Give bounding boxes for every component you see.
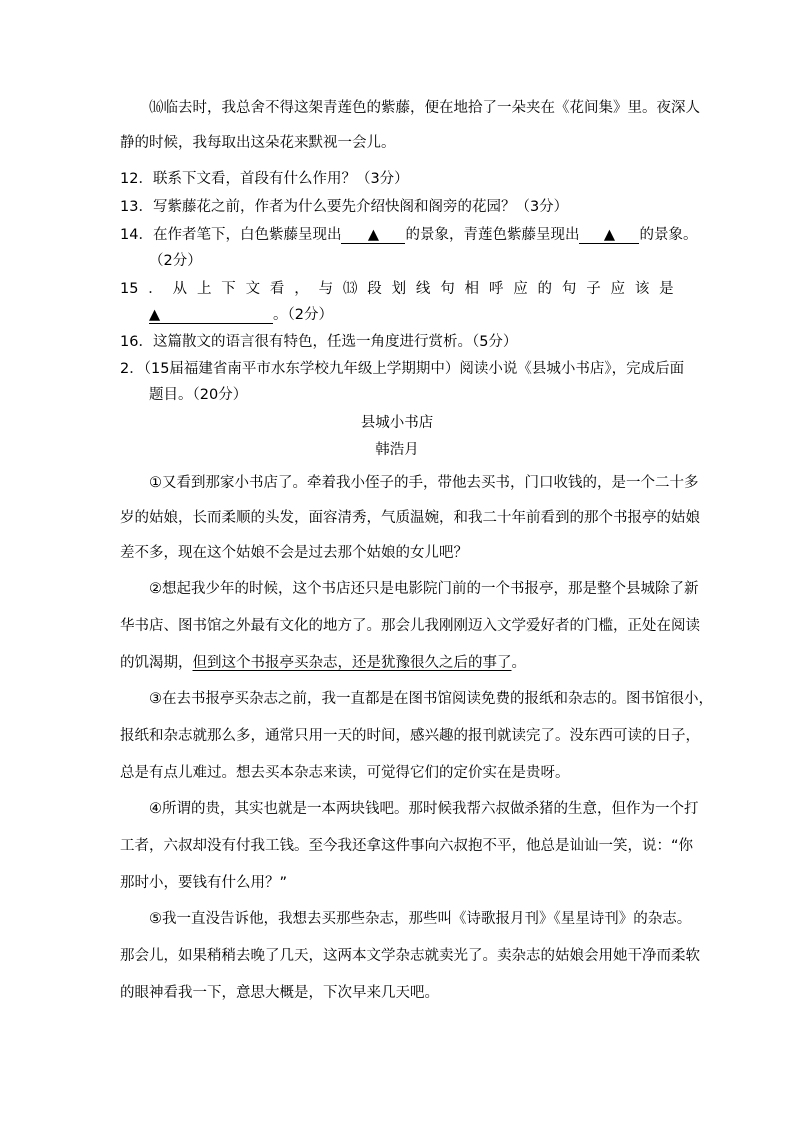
question-15-line1 (120, 280, 674, 298)
question-13: 13．写紫藤花之前，作者为什么要先介绍快阁和阁旁的花园？（3分） (120, 199, 569, 215)
answer-blank-3 (149, 307, 273, 324)
story-p5-line2: 那会儿，如果稍稍去晚了几天，这两本文学杂志就卖光了。卖杂志的姑娘会用她干净而柔软 (120, 948, 700, 964)
story-p4-line2: 工者，六叔却没有付我工钱。至今我还拿这件事向六叔抱不平，他总是讪讪一笑，说：“你 (120, 838, 694, 854)
q15-char: 线 (415, 281, 431, 297)
q15-char: 相 (464, 281, 480, 297)
q15-char: 与 (318, 281, 334, 297)
question-14-text-a: 14．在作者笔下，白色紫藤呈现出 (120, 227, 342, 243)
para16-line1: ⒃临去时，我总舍不得这架青莲色的紫藤，便在地拾了一朵夹在《花间集》里。夜深人 (149, 100, 700, 116)
section2-intro-line1: 2．（15届福建省南平市水东学校九年级上学期期中）阅读小说《县城小书店》，完成后面 (120, 361, 685, 377)
story-p4-line3: 那时小，要钱有什么用？” (120, 875, 288, 891)
story-p5-line1: ⑤我一直没告诉他，我想去买那些杂志，那些叫《诗歌报月刊》《星星诗刊》的杂志。 (149, 911, 692, 927)
q15-char: 段 (367, 281, 382, 297)
q15-char: ． (148, 281, 163, 297)
q15-char: 的 (537, 281, 553, 297)
question-16: 16．这篇散文的语言很有特色，任选一角度进行赏析。（5分） (120, 334, 518, 350)
q15-char: 上 (196, 281, 212, 297)
story-p2-line3-start: 的饥渴期， (120, 655, 193, 671)
q15-char: 文 (245, 281, 261, 297)
q15-char: 从 (172, 281, 188, 297)
story-p1-line1: ①又看到那家小书店了。牵着我小侄子的手，带他去买书，门口收钱的，是一个二十多 (149, 475, 699, 491)
underlined-sentence: 但到这个书报亭买杂志，还是犹豫很久之后的事了 (192, 655, 512, 671)
story-p3-line1: ③在去书报亭买杂志之前，我一直都是在图书馆阅读免费的报纸和杂志的。图书馆很小， (149, 691, 713, 707)
story-p2-line2: 华书店、图书馆之外最有文化的地方了。那会儿我刚刚迈入文学爱好者的门槛，正处在阅读 (120, 618, 700, 634)
story-p4-line1: ④所谓的贵，其实也就是一本两块钱吧。那时候我帮六叔做杀猪的生意，但作为一个打 (149, 801, 699, 817)
question-14 (120, 226, 697, 244)
q15-char: 下 (221, 281, 236, 297)
story-p2-line3 (120, 654, 526, 672)
q15-char: ⒀ (342, 281, 358, 297)
story-p1-line3: 差不多，现在这个姑娘不会是过去那个姑娘的女儿吧？ (120, 545, 468, 561)
blank-marker-1: ▲ (367, 227, 380, 243)
q15-char: ， (294, 281, 309, 297)
story-p3-line3: 总是有点儿难过。想去买本杂志来读，可觉得它们的定价实在是贵呀。 (120, 765, 570, 781)
story-p1-line2: 岁的姑娘，长而柔顺的头发，面容清秀，气质温婉，和我二十年前看到的那个书报亭的姑娘 (120, 510, 700, 526)
story-p5-line3: 的眼神看我一下，意思大概是，下次早来几天吧。 (120, 985, 439, 1001)
story-p2-line1: ②想起我少年的时候，这个书店还只是电影院门前的一个书报亭，那是整个县城除了新 (149, 581, 699, 597)
q15-char: 子 (586, 281, 601, 297)
q15-char: 句 (561, 281, 577, 297)
question-14-text-b: 的景象，青莲色紫藤呈现出 (405, 227, 580, 243)
q15-char: 呼 (488, 281, 504, 297)
question-15-tail: 。（2分） (273, 307, 333, 323)
section2-intro-line2: 题目。（20分） (149, 387, 248, 403)
answer-blank-1 (341, 227, 405, 244)
story-author: 韩浩月 (375, 442, 419, 458)
q15-char: 是 (659, 281, 674, 297)
story-p3-line2: 报纸和杂志就那么多，通常只用一天的时间，感兴趣的报刊就读完了。没东西可读的日子， (120, 728, 700, 744)
question-14-text-c: 的景象。 (639, 227, 698, 243)
question-15-line2 (149, 306, 333, 324)
q15-char: 15 (120, 281, 139, 297)
para16-line2: 静的时候，我每取出这朵花来默视一会儿。 (120, 135, 396, 151)
blank-marker-2: ▲ (603, 227, 616, 243)
q15-char: 看 (269, 281, 285, 297)
answer-blank-2 (579, 227, 639, 244)
blank-marker-3: ▲ (149, 307, 161, 323)
question-12: 12．联系下文看，首段有什么作用？（3分） (120, 171, 409, 187)
q15-char: 句 (440, 281, 455, 297)
q15-char: 划 (391, 281, 407, 297)
story-p2-line3-end: 。 (511, 655, 526, 671)
story-title: 县城小书店 (360, 415, 434, 431)
q15-char: 应 (610, 281, 626, 297)
question-14-score: （2分） (149, 253, 202, 269)
q15-char: 应 (513, 281, 528, 297)
q15-char: 该 (634, 281, 650, 297)
